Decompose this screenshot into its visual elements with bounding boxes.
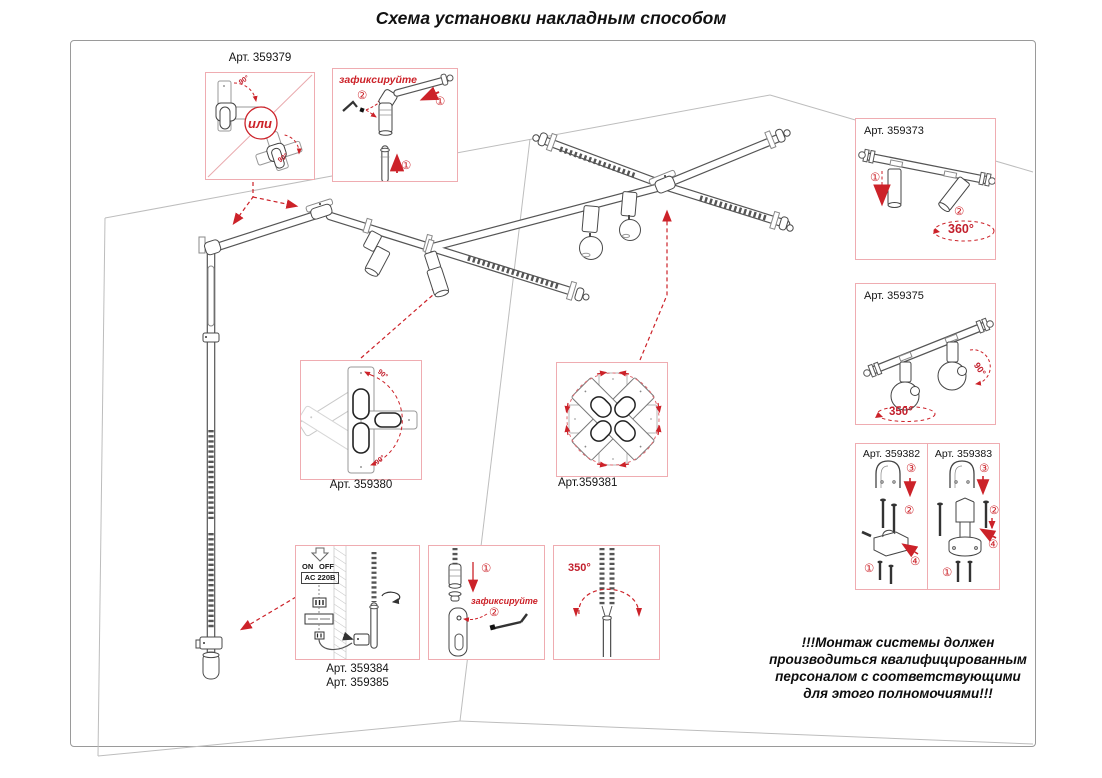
detail-box-359383	[927, 443, 1000, 590]
label-art-359381: Арт.359381	[558, 477, 618, 489]
step-4: ④	[910, 556, 921, 568]
installation-warning	[752, 634, 1044, 702]
step-2: ②	[489, 607, 500, 619]
detail-box-fixation-top	[332, 68, 458, 182]
angle-90-bottom: 90°	[373, 454, 387, 467]
warning-line: персоналом с соответствующими	[775, 669, 1021, 684]
label-art-359375: Арт. 359375	[864, 290, 924, 302]
off-label: OFF	[319, 562, 334, 571]
detail-box-359373	[855, 118, 996, 260]
warning-line: для этого полномочиями!!!	[803, 686, 993, 701]
page-title: Схема установки накладным способом	[375, 8, 727, 28]
cross-connector-diagram	[301, 361, 421, 479]
angle-90-top: 90°	[375, 368, 389, 381]
label-art-359380: Арт. 359380	[329, 479, 393, 491]
detail-box-359375	[855, 283, 996, 425]
x-connector-diagram	[557, 363, 667, 476]
warning-line: !!!Монтаж системы должен	[801, 635, 995, 650]
spot-track-diagram	[856, 119, 995, 259]
label-art-359379: Арт. 359379	[228, 52, 292, 64]
detail-box-rotation	[553, 545, 660, 660]
detail-box-359382	[855, 443, 928, 590]
step-1: ①	[435, 96, 446, 108]
step-4: ④	[988, 539, 999, 551]
step-2: ②	[904, 505, 915, 517]
angle-90-bottom: 90°	[276, 152, 290, 165]
on-label: ON	[302, 562, 314, 571]
step-2: ②	[357, 90, 368, 102]
step-3: ③	[979, 463, 990, 475]
angle-350: 350°	[568, 562, 591, 574]
detail-box-359379	[205, 72, 315, 180]
angle-90-top: 90°	[237, 74, 251, 87]
label-art-359385: Арт. 359385	[326, 677, 389, 689]
step-1b: ①	[401, 160, 412, 172]
detail-box-359380	[300, 360, 422, 480]
angle-90: 90°	[971, 360, 988, 378]
detail-box-fixation-bottom	[428, 545, 545, 660]
label-art-359384: Арт. 359384	[326, 663, 389, 675]
step-1: ①	[481, 563, 492, 575]
step-3: ③	[906, 463, 917, 475]
detail-box-359381	[556, 362, 668, 477]
fixation-caption: зафиксируйте	[339, 74, 417, 86]
ac-220v-label: AC 220В	[301, 572, 339, 584]
step-2: ②	[989, 505, 1000, 517]
or-text: или	[248, 116, 272, 131]
step-2: ②	[954, 206, 965, 218]
label-art-359373: Арт. 359373	[864, 125, 924, 137]
angle-360: 360°	[948, 222, 974, 236]
label-art-359383: Арт. 359383	[934, 448, 993, 460]
warning-line: производиться квалифицированным	[769, 652, 1027, 667]
ball-track-diagram	[856, 284, 995, 424]
power-connection-diagram	[296, 546, 419, 659]
angle-350: 350°	[889, 406, 913, 418]
label-art-359382: Арт. 359382	[862, 448, 921, 460]
fixation-caption: зафиксируйте	[471, 596, 538, 606]
step-1: ①	[942, 567, 953, 579]
step-1: ①	[870, 172, 881, 184]
detail-box-359384	[295, 545, 420, 660]
step-1: ①	[864, 563, 875, 575]
